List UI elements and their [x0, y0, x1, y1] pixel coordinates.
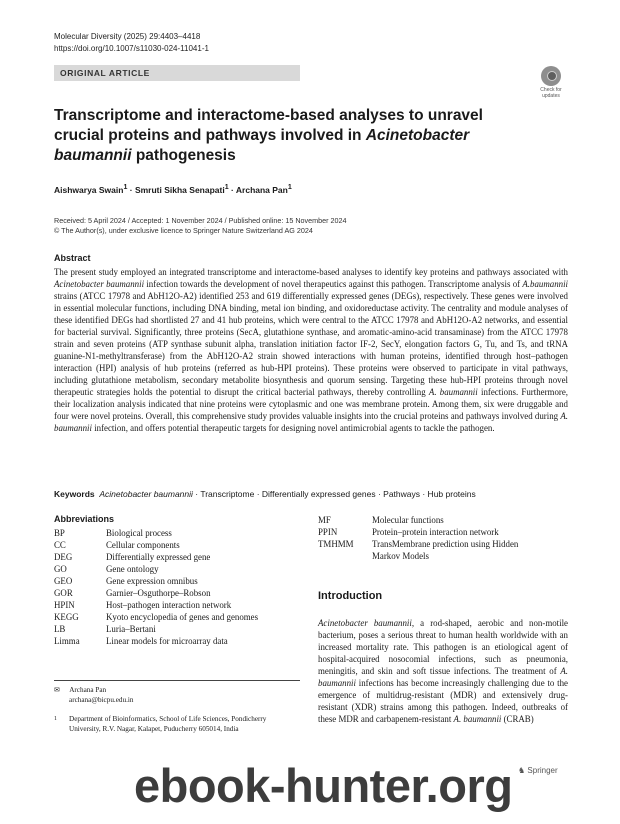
footnote-divider [54, 680, 300, 681]
springer-icon: ♞ [518, 766, 526, 775]
abbr-key: GO [54, 564, 67, 574]
watermark: ebook-hunter.org [134, 759, 513, 812]
journal-info [54, 31, 209, 55]
contact-row [54, 685, 134, 695]
abbreviation-row [54, 551, 294, 563]
title-species: Acinetobacter baumannii [54, 127, 470, 164]
abbr-value: Biological process [106, 528, 172, 538]
abbr-key: HPIN [54, 600, 75, 610]
envelope-icon: ✉ [54, 686, 61, 694]
abbreviation-row [54, 539, 294, 551]
abbreviation-row [54, 611, 294, 623]
abbreviation-row [54, 635, 294, 647]
intro-text: , a rod-shaped, aerobic and non-motile bacterium, poses a serious threat to human health worldwide with an increased mortality rate. This pathogen is an etiological agent of hospital-acquired nosocomial infections, such as pneumonia, meningitis, and skin and soft tissue infections. The treatment of [318, 618, 568, 676]
abbreviations-heading: Abbreviations [54, 514, 115, 524]
article-title [54, 106, 524, 166]
abbr-key: KEGG [54, 612, 79, 622]
author-affil-sup: 1 [287, 183, 292, 191]
abbr-value: Gene ontology [106, 564, 159, 574]
intro-species: Acinetobacter baumannii [318, 618, 412, 628]
abbr-key: TMHMM [318, 539, 354, 549]
abbr-value: Luria–Bertani [106, 624, 156, 634]
intro-text: (CRAB) [501, 714, 534, 724]
abbr-value: Cellular components [106, 540, 180, 550]
abbreviations-list-right [318, 514, 568, 562]
author-name[interactable]: Archana Pan [235, 184, 288, 195]
copyright-line: © The Author(s), under exclusive licence to Springer Nature Switzerland AG 2024 [54, 226, 313, 235]
abstract-species: A. baumannii [54, 411, 568, 433]
abbr-value: Molecular functions [372, 515, 444, 525]
abbr-key: LB [54, 624, 66, 634]
abbr-value: Linear models for microarray data [106, 636, 228, 646]
abbreviations-list-left [54, 527, 294, 647]
author-name[interactable]: Aishwarya Swain [54, 184, 124, 195]
abbr-key: CC [54, 540, 66, 550]
abstract-text: infection, and offers potential therapeutic targets for designing novel antimicrobial agents to tackle the pathogen. [91, 423, 495, 433]
abstract-text: infection towards the development of novel therapeutics against this pathogen. Transcriptome analysis of [144, 279, 523, 289]
corresponding-author [54, 685, 134, 705]
journal-citation: Molecular Diversity (2025) 29:4403–4418 [54, 32, 201, 41]
publication-dates [54, 216, 346, 236]
check-for-updates-badge[interactable] [532, 66, 570, 100]
publisher-name: Springer [527, 766, 558, 775]
abstract-species: A.baumannii [522, 279, 568, 289]
abbr-value: Host–pathogen interaction network [106, 600, 232, 610]
affiliation-text: Department of Bioinformatics, School of Life Sciences, Pondicherry University, R.V. Nagar, Kalapet, Puducherry 605014, India [69, 715, 267, 733]
introduction-body [318, 617, 568, 725]
author-affil-sup: 1 [123, 183, 128, 191]
author-separator: · [127, 184, 135, 195]
intro-species: A. baumannii [318, 666, 568, 688]
abbr-key: MF [318, 515, 331, 525]
author-affil-sup: 1 [224, 183, 229, 191]
keywords-list: · Transcriptome · Differentially expressed genes · Pathways · Hub proteins [192, 489, 476, 499]
abbr-value: TransMembrane prediction using Hidden Markov Models [372, 539, 519, 561]
abbreviation-row [54, 599, 294, 611]
abbreviation-row [54, 563, 294, 575]
author-separator: · [228, 184, 236, 195]
keyword-species: Acinetobacter baumannii [99, 489, 193, 499]
dates-line: Received: 5 April 2024 / Accepted: 1 November 2024 / Published online: 15 November 2024 [54, 216, 347, 225]
title-text-2: pathogenesis [131, 147, 236, 164]
intro-species: A. baumannii [453, 714, 502, 724]
abbreviation-row [54, 623, 294, 635]
abbr-value: Gene expression omnibus [106, 576, 198, 586]
abbreviation-row [318, 514, 568, 526]
keywords [54, 489, 568, 499]
abstract-text: strains (ATCC 17978 and AbH12O-A2) identified 253 and 619 differentially expressed genes (DEGs), respectively. These genes were involved in essential molecular functions, including DNA binding, metal ion binding, and oxidoreductase activity. The centrality and module analyses of these identified DEGs had shortlisted 27 and 41 hub proteins, which were central to the ATCC 17978 and AbH12O-A2 networks, and essential for bacterial survival. Significantly, three proteins (SecA, glutathione synthase, and aromatic-amino-acid transaminase) from the ATCC 17978 strain and seven proteins (ATP synthase subunit alpha, translation initiation factor IF-2, SecY, elongation factors G, Tu, and Ts, and tRNA guanine-N1-methyltransferase) from the AbH12O-A2 strain showed interactions with human proteins, identified through host–pathogen interaction (HPI) analysis of hub proteins (referred as hub-HPI proteins). These proteins were observed to participate in vital pathways, including glutathione metabolism, secondary metabolite biosynthesis and quorum sensing. Targeting these hub-HPI proteins through novel therapeutic strategies holds the potential to disrupt the critical bacterial pathways, thereby controlling [54, 291, 568, 397]
affiliation-sup: 1 [54, 716, 57, 722]
abbr-key: GEO [54, 576, 73, 586]
abstract-species: A. baumannii [428, 387, 478, 397]
abbr-key: GOR [54, 588, 73, 598]
abbr-value: Garnier–Osguthorpe–Robson [106, 588, 211, 598]
author-name[interactable]: Smruti Sikha Senapati [134, 184, 225, 195]
abbr-key: DEG [54, 552, 73, 562]
abstract-body [54, 266, 568, 434]
abbreviation-row [318, 526, 568, 538]
abbr-value: Protein–protein interaction network [372, 527, 499, 537]
affiliation-footnote [54, 714, 294, 734]
abbr-key: BP [54, 528, 65, 538]
check-updates-label: Check for updates [540, 87, 562, 99]
intro-text: infections has become increasingly challenging due to the emergence of multidrug-resistant (MDR) and extensively drug-resistant (XDR) strains among this pathogen. Indeed, outbreaks of these MDR and carbapenem-resistant [318, 678, 568, 724]
keywords-label: Keywords [54, 489, 95, 499]
affiliation-row [54, 714, 294, 734]
check-updates-icon [541, 66, 561, 86]
abbr-value: Kyoto encyclopedia of genes and genomes [106, 612, 259, 622]
abbreviation-row [318, 538, 568, 562]
abstract-heading: Abstract [54, 253, 91, 263]
abbreviation-row [54, 527, 294, 539]
article-type-banner: ORIGINAL ARTICLE [54, 65, 300, 81]
introduction-heading: Introduction [318, 590, 383, 602]
contact-email[interactable]: archana@bicpu.edu.in [69, 696, 134, 704]
title-text-1: Transcriptome and interactome-based analyses to unravel crucial proteins and pathways involved in [54, 107, 483, 144]
contact-name: Archana Pan [69, 686, 107, 694]
doi-link[interactable]: https://doi.org/10.1007/s11030-024-11041-1 [54, 44, 209, 53]
abstract-species: Acinetobacter baumannii [54, 279, 145, 289]
abbreviation-row [54, 587, 294, 599]
abbr-key: Limma [54, 636, 80, 646]
abbr-value: Differentially expressed gene [106, 552, 211, 562]
abbr-key: PPIN [318, 527, 338, 537]
author-list [54, 183, 292, 195]
abstract-text: The present study employed an integrated transcriptome and interactome-based analyses to identify key proteins and pathways associated with [54, 267, 568, 277]
abbreviation-row [54, 575, 294, 587]
abstract-text: infections. Furthermore, their localization analysis indicated that nine proteins were cytoplasmic and one was membrane protein. Among them, six were druggable and four were novel proteins. Overall, this comprehensive study provides valuable insights into the crucial proteins and pathways involved during [54, 387, 569, 421]
